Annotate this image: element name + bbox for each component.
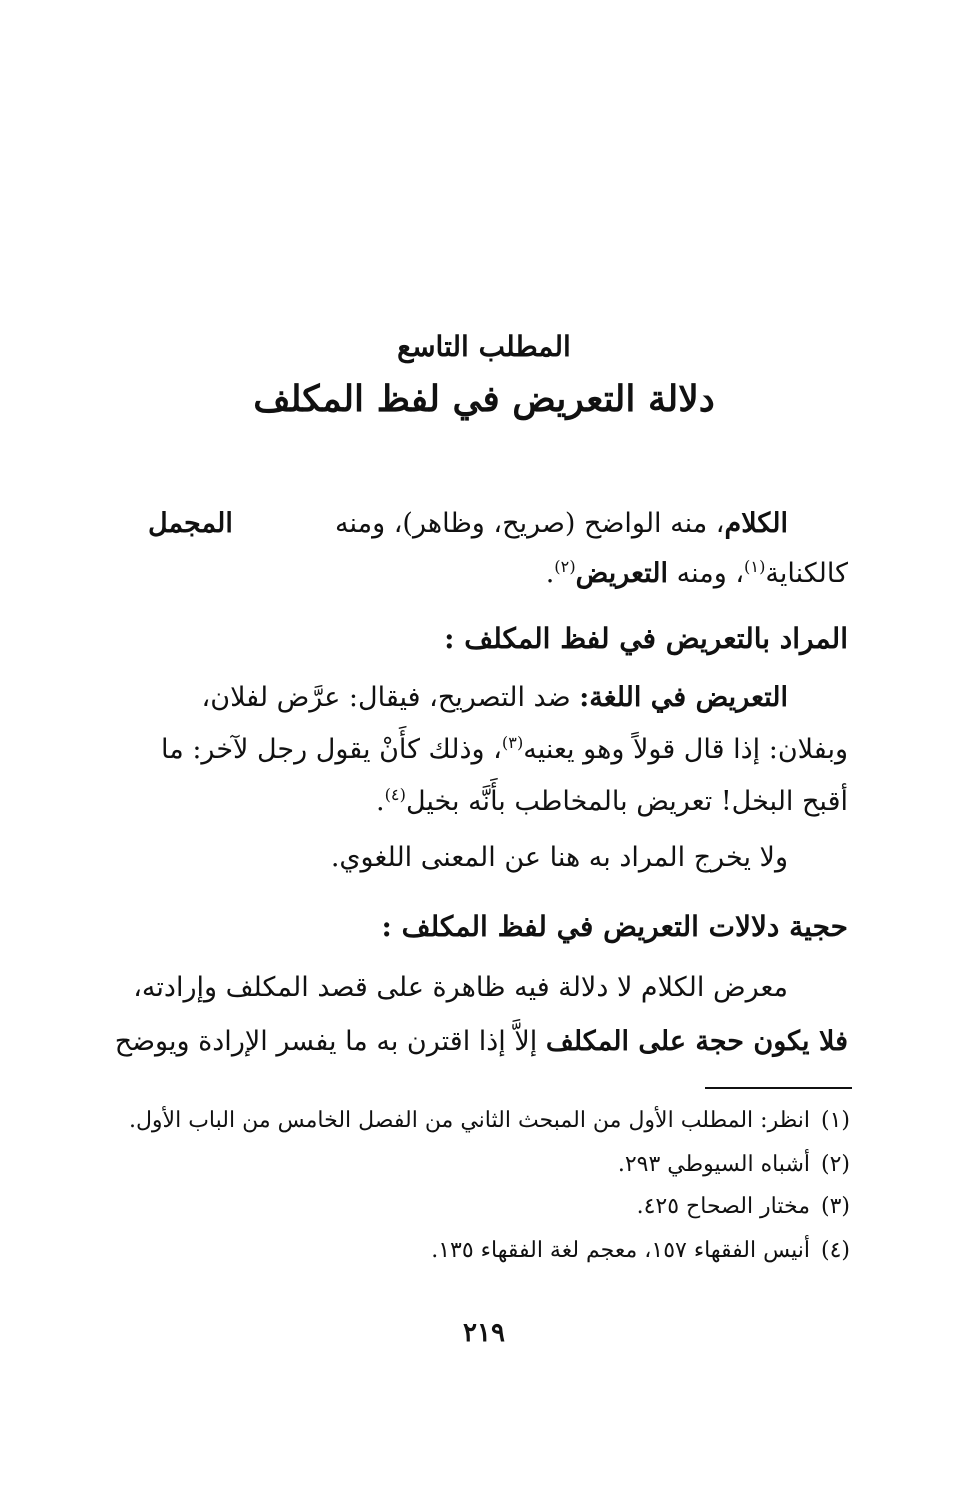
section-subtitle: المطلب التاسع <box>397 330 571 363</box>
footnote-divider <box>705 1087 852 1089</box>
intro-text: ، ومنه <box>676 558 745 589</box>
section-title: دلالة التعريض في لفظ المكلف <box>253 378 715 420</box>
intro-line-2 <box>546 558 848 589</box>
definition-text: ضد التصريح، فيقال: عرَّض لفلان، <box>201 682 571 713</box>
footnote-number: (٤) <box>820 1238 850 1263</box>
footnote-number: (٣) <box>820 1194 850 1219</box>
intro-line-1 <box>335 508 788 539</box>
footnote-3 <box>637 1194 850 1219</box>
section1-paragraph-2: ولا يخرج المراد به هنا عن المعنى اللغوي. <box>330 842 788 873</box>
footnote-text: أشباه السيوطي ٢٩٣. <box>617 1152 810 1177</box>
definition-text: أقبح البخل! تعريض بالمخاطب بأَنَّه بخيل <box>405 786 848 817</box>
intro-bold-term: الكلام <box>724 508 788 539</box>
definition-term: التعريض في اللغة: <box>579 682 788 713</box>
footnote-ref: (١) <box>744 557 766 576</box>
definition-text: وبفلان: إذا قال قولاً وهو يعنيه <box>523 734 848 765</box>
section1-line-3 <box>376 786 848 817</box>
footnote-2 <box>618 1152 850 1177</box>
page-number: ٢١٩ <box>463 1318 505 1348</box>
intro-text: كالكناية <box>765 558 848 589</box>
footnote-ref: (٣) <box>501 733 524 752</box>
definition-text: . <box>376 786 385 817</box>
section2-line-1: معرض الكلام لا دلالة فيه ظاهرة على قصد المكلف وإرادته، <box>133 972 788 1003</box>
definition-text: ، وذلك كأَنْ يقول رجل لآخر: ما <box>161 734 502 765</box>
section1-line-1 <box>112 682 788 713</box>
footnote-ref: (٤) <box>384 785 406 804</box>
section2-text: إلاَّ إذا اقترن به ما يفسر الإرادة ويوضح <box>114 1026 538 1057</box>
footnote-ref: (٢) <box>554 557 576 576</box>
footnote-number: (٢) <box>820 1152 850 1177</box>
intro-text: ، منه الواضح (صريح، وظاهر)، ومنه <box>335 508 725 539</box>
footnote-number: (١) <box>820 1108 850 1133</box>
intro-text: . <box>545 558 555 589</box>
footnote-text: انظر: المطلب الأول من المبحث الثاني من الفصل الخامس من الباب الأول. <box>128 1108 810 1133</box>
intro-bold-term: التعريض <box>575 558 669 589</box>
section2-heading: حجية دلالات التعريض في لفظ المكلف : <box>381 910 848 943</box>
section1-heading: المراد بالتعريض في لفظ المكلف : <box>444 622 848 655</box>
section1-line-2 <box>161 734 848 765</box>
footnote-text: أنيس الفقهاء ١٥٧، معجم لغة الفقهاء ١٣٥. <box>431 1238 810 1263</box>
footnote-1 <box>129 1108 850 1133</box>
intro-line-1-end: المجمل <box>148 508 233 539</box>
section2-line-2 <box>115 1026 848 1057</box>
section2-bold-text: فلا يكون حجة على المكلف <box>545 1026 848 1057</box>
footnote-4 <box>431 1238 850 1263</box>
footnote-text: مختار الصحاح ٤٢٥. <box>636 1194 810 1219</box>
